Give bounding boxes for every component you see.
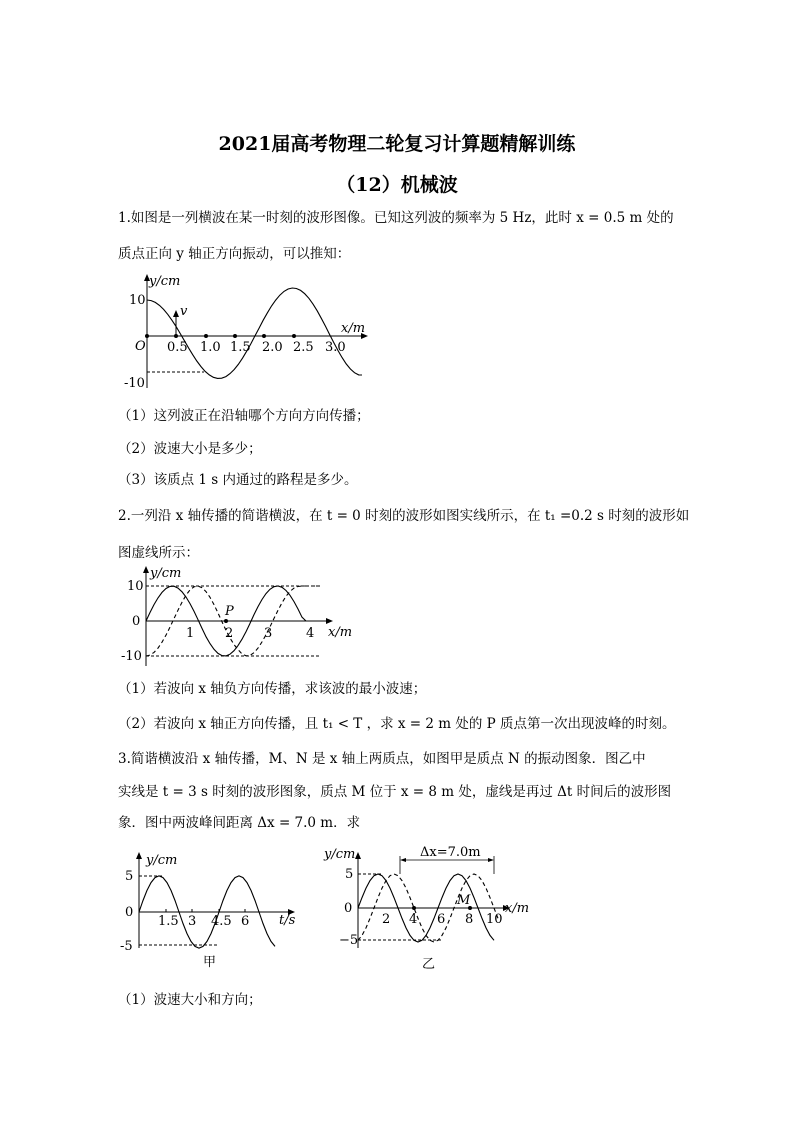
q3b-deltax-label: Δx=7.0m: [420, 845, 481, 860]
q1-x-axis-label: x/m: [341, 321, 366, 336]
q1-wave-curve: [147, 288, 362, 378]
q3b-ytick-5: 5: [345, 867, 354, 882]
q3b-x-axis-label: x/m: [505, 901, 530, 916]
q1-xtick-0.5: 0.5: [167, 340, 188, 355]
q1-xtick-2.0: 2.0: [262, 340, 283, 355]
q3b-xtick-2: 2: [382, 912, 391, 927]
q3a-xtick-3: 3: [188, 914, 197, 929]
q3a-y-arrow: [136, 852, 142, 859]
q2-point-P: [224, 619, 228, 623]
q1-ytick-10: 10: [129, 293, 146, 308]
q3a-xtick-1.5: 1.5: [158, 914, 179, 929]
q2-y-axis-label: y/cm: [150, 566, 182, 581]
q1-y-axis-label: y/cm: [149, 274, 181, 289]
q2-y-arrow: [143, 566, 149, 573]
q2-x-arrow: [326, 618, 333, 624]
q1-stem-line1: 1.如图是一列横波在某一时刻的波形图像。已知这列波的频率为 5 Hz，此时 x = 0.5 m 处的: [118, 210, 674, 226]
q2-stem-line1: 2.一列沿 x 轴传播的简谐横波，在 t = 0 时刻的波形如图实线所示，在 t₁ =0.2 s 时刻的波形如: [118, 508, 690, 524]
q1-velocity-arrowhead: [173, 310, 179, 317]
document-subtitle: （12）机械波: [336, 174, 458, 196]
q3a-xtick-6: 6: [241, 914, 250, 929]
q2-sub1: （1）若波向 x 轴负方向传播，求该波的最小波速；: [118, 681, 427, 697]
q2-xtick-2: 2: [225, 626, 234, 641]
q1-sub3: （3）该质点 1 s 内通过的路程是多少。: [118, 472, 358, 488]
q2-ytick-0: 0: [132, 614, 141, 629]
q2-p-label: P: [225, 604, 234, 619]
q2-ytick-neg10: -10: [121, 649, 142, 664]
q3a-xtick-4.5: 4.5: [211, 914, 232, 929]
q3a-ytick-0: 0: [125, 905, 134, 920]
q1-point-2.0: [262, 334, 266, 338]
q2-sub2: （2）若波向 x 轴正方向传播，且 t₁ < T ，求 x = 2 m 处的 P 质点第一次出现波峰的时刻。: [118, 716, 676, 732]
q1-origin-point: [145, 334, 149, 338]
q3b-deltax-left-arrow: [400, 858, 406, 862]
q1-xtick-1.0: 1.0: [200, 340, 221, 355]
q1-xtick-2.5: 2.5: [293, 340, 314, 355]
q1-stem-line2: 质点正向 y 轴正方向振动，可以推知：: [118, 246, 351, 262]
q1-xtick-3.0: 3.0: [325, 340, 346, 355]
q3-stem-line2: 实线是 t = 3 s 时刻的波形图象，质点 M 位于 x = 8 m 处，虚线是再过 Δt 时间后的波形图: [118, 784, 672, 800]
q2-xtick-4: 4: [306, 626, 315, 641]
q2-xtick-1: 1: [186, 626, 195, 641]
q3a-ytick-neg5: -5: [120, 939, 133, 954]
q3b-xtick-10: 10: [486, 912, 503, 927]
q1-wave-graph: [110, 270, 380, 395]
q3a-x-axis-label: t/s: [279, 913, 296, 928]
q1-point-1.0: [204, 334, 208, 338]
q3-stem-line3: 象．图中两波峰间距离 Δx = 7.0 m．求: [118, 815, 361, 831]
q1-origin-label: O: [135, 339, 146, 354]
q3-stem-line1: 3.简谐横波沿 x 轴传播，M、N 是 x 轴上两质点，如图甲是质点 N 的振动图象．图乙中: [118, 751, 646, 767]
q3b-xtick-6: 6: [437, 912, 446, 927]
q3b-deltax-right-arrow: [488, 858, 494, 862]
q3-sub1: （1）波速大小和方向；: [118, 992, 262, 1008]
q3a-ytick-5: 5: [125, 869, 134, 884]
q3b-point-4: [412, 906, 416, 910]
q2-ytick-10: 10: [127, 579, 144, 594]
q3a-y-axis-label: y/cm: [146, 853, 178, 868]
q3-vibration-graph: [120, 848, 300, 973]
q3b-caption: 乙: [422, 957, 436, 972]
q3b-ytick-0: 0: [344, 901, 353, 916]
q3b-xtick-8: 8: [465, 912, 474, 927]
q1-xtick-1.5: 1.5: [230, 340, 251, 355]
q3b-ytick-neg5: −5: [339, 933, 359, 948]
q3b-m-label: M: [457, 893, 471, 908]
q1-sub1: （1）这列波正在沿轴哪个方向方向传播；: [118, 408, 370, 424]
q3-wave-graph: [322, 842, 537, 974]
q1-point-2.5: [292, 334, 296, 338]
q2-x-axis-label: x/m: [328, 625, 353, 640]
q1-sub2: （2）波速大小是多少；: [118, 441, 262, 457]
q2-xtick-3: 3: [264, 626, 273, 641]
q2-stem-line2: 图虚线所示：: [118, 545, 199, 561]
document-title: 2021届高考物理二轮复习计算题精解训练: [218, 133, 576, 155]
q1-velocity-label: v: [180, 304, 188, 319]
q2-wave-graph: [110, 562, 370, 672]
q1-point-1.5: [233, 334, 237, 338]
q1-ytick-neg10: -10: [124, 376, 145, 391]
q3a-caption: 甲: [203, 955, 217, 970]
q3b-y-axis-label: y/cm: [324, 847, 356, 862]
q3b-xtick-4: 4: [409, 912, 418, 927]
q3b-y-arrow: [355, 852, 361, 859]
